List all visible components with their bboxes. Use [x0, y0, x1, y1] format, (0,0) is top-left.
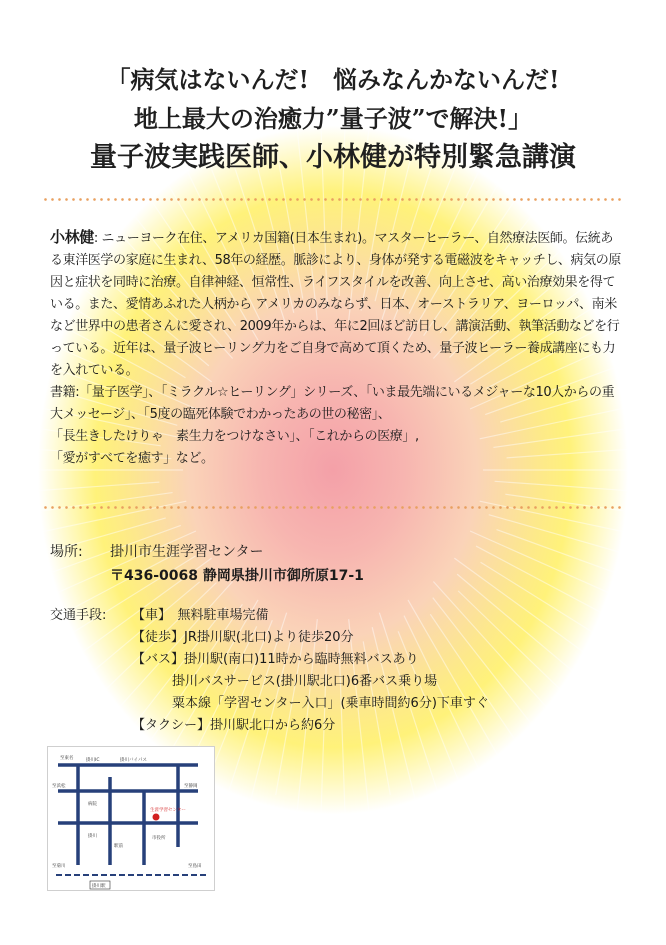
speaker-bio [50, 226, 625, 470]
transport-bus-detail-1: 掛川バスサービス(掛川駅北口)6番バス乗り場 [172, 674, 438, 689]
dotted-divider-bottom [42, 506, 624, 509]
venue-marker [153, 814, 160, 821]
map-roads [58, 765, 198, 865]
headline-line-1: 「病気はないんだ! 悩みなんかないんだ! [106, 65, 560, 94]
map-label-9: 市役所 [152, 836, 166, 841]
transport-info [50, 605, 489, 737]
speaker-name: 小林健 [50, 228, 94, 246]
headline-line-2: 地上最大の治癒力”量子波”で解決!」 [133, 104, 533, 133]
map-label-4: 至静岡 [184, 784, 198, 789]
map-label-12: 至島田 [188, 864, 202, 869]
transport-bus-detail-2: 粟本線「学習センター入口」(乗車時間約6分)下車すぐ [172, 696, 489, 711]
venue-name: 掛川市生涯学習センター [110, 544, 264, 560]
headline [0, 60, 666, 177]
map-label-1: 掛川IC [86, 758, 100, 763]
sunburst-ray [481, 562, 664, 676]
transport-walk: 【徒歩】JR掛川駅(北口)より徒歩20分 [132, 630, 354, 645]
map-label-6: 至菊川 [52, 864, 66, 869]
transport-bus: 【バス】掛川駅(南口)11時から臨時無料バスあり [132, 652, 419, 667]
map-label-11: 病院 [88, 802, 97, 807]
map-label-2: 掛川バイパス [120, 758, 147, 763]
speaker-name-sep: : [93, 231, 102, 246]
transport-label: 交通手段: [50, 608, 107, 623]
speaker-books-line-3: 「愛がすべてを癒す」など。 [50, 451, 214, 466]
speaker-books-line-1: 書籍:「量子医学」、「ミラクル☆ヒーリング」シリーズ、「いま最先端にいるメジャーな10人からの重大メッセージ」、「5度の臨死体験でわかったあの世の秘密」、 [50, 385, 615, 422]
map-label-8: 生涯学習センター [150, 808, 186, 813]
venue-label: 場所: [50, 544, 83, 560]
sunburst-ray [0, 482, 159, 498]
headline-line-3: 量子波実践医師、小林健が特別緊急講演 [90, 142, 576, 173]
sunburst-ray [495, 481, 666, 494]
sunburst-ray [470, 531, 653, 612]
map-label-3: 至浜松 [52, 784, 66, 789]
map-label-0: 至東名 [60, 756, 74, 761]
access-map-graphic [48, 747, 214, 890]
speaker-bio-text: ニューヨーク在住、アメリカ国籍(日本生まれ)。マスターヒーラー、自然療法医師。伝統ある東洋医学の家庭に生まれ、58年の経歴。脈診により、身体が発する電磁波をキャッチし、病気の原因と症状を同時に治療。自律神経、恒常性、ライフスタイルを改善、向上させ、高い治療効果を得ている。また、愛情あふれた人柄から アメリカのみならず、日本、オーストラリア、ヨーロッパ、南米など世界中の患者さんに愛され、2009年からは、年に2回ほど訪日し、講演活動、執筆活動などを行っている。近年は、量子波ヒーリング力をご自身で高めて頂くため、量子波ヒーラー養成講座にも力を入れている。 [50, 231, 621, 378]
map-label-7: 掛川駅 [92, 884, 106, 889]
dotted-divider-top [42, 198, 624, 201]
map-label-10: 駅前 [114, 844, 123, 849]
sunburst-ray [476, 546, 660, 644]
transport-taxi: 【タクシー】掛川駅北口から約6分 [132, 718, 336, 733]
transport-car: 【車】 無料駐車場完備 [132, 608, 269, 623]
speaker-books-line-2: 「長生きしたけりゃ 素生力をつけなさい」、「これからの医療」, [50, 429, 419, 444]
map-label-5: 掛川 [88, 834, 97, 839]
venue-address: 〒436-0068 静岡県掛川市御所原17-1 [110, 568, 364, 584]
access-map [47, 746, 215, 891]
sunburst-ray [489, 515, 666, 583]
venue-info [50, 540, 364, 588]
